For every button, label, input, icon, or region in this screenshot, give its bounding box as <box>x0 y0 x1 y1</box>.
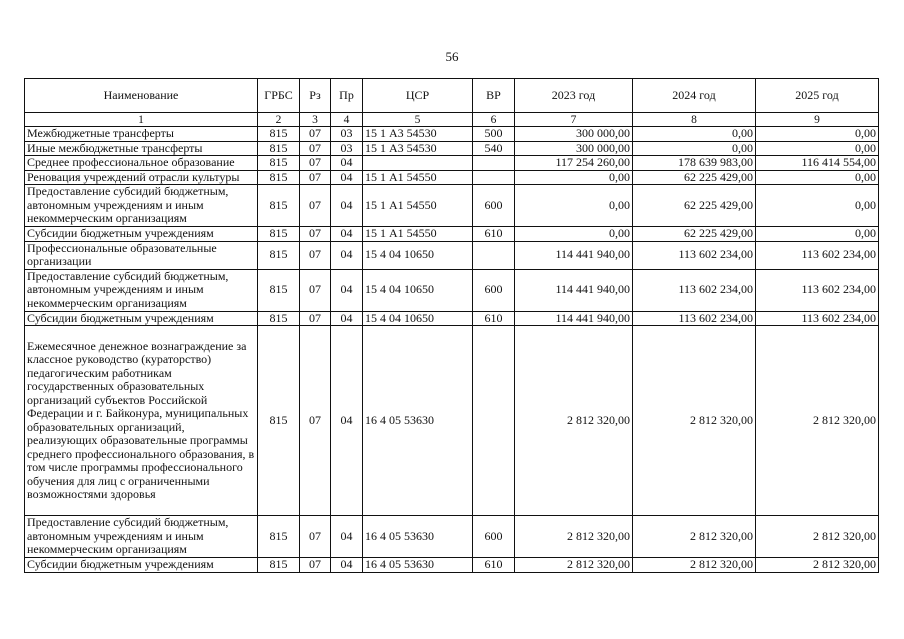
row-grbs: 815 <box>258 558 300 573</box>
column-number: 7 <box>515 113 633 127</box>
header-pr: Пр <box>331 79 363 113</box>
row-pr: 04 <box>331 156 363 171</box>
row-vr <box>473 170 515 185</box>
row-2023: 114 441 940,00 <box>515 269 633 311</box>
row-csr: 15 4 04 10650 <box>363 241 473 269</box>
row-name: Иные межбюджетные трансферты <box>25 141 258 156</box>
page-number: 56 <box>445 49 459 64</box>
row-grbs: 815 <box>258 185 300 227</box>
row-grbs: 815 <box>258 241 300 269</box>
row-pr: 03 <box>331 127 363 142</box>
row-2024: 62 225 429,00 <box>633 170 756 185</box>
row-2025: 113 602 234,00 <box>756 311 879 326</box>
row-rz: 07 <box>300 141 331 156</box>
column-number: 9 <box>756 113 879 127</box>
row-rz: 07 <box>300 185 331 227</box>
row-2024: 113 602 234,00 <box>633 269 756 311</box>
row-vr: 600 <box>473 269 515 311</box>
row-rz: 07 <box>300 516 331 558</box>
row-rz: 07 <box>300 241 331 269</box>
row-name: Предоставление субсидий бюджетным, автономным учреждениям и иным некоммерческим организациям <box>25 185 258 227</box>
table-row <box>25 241 879 269</box>
row-name: Субсидии бюджетным учреждениям <box>25 227 258 242</box>
table-row <box>25 185 879 227</box>
row-2023: 2 812 320,00 <box>515 558 633 573</box>
row-2025: 0,00 <box>756 141 879 156</box>
table-row <box>25 326 879 516</box>
row-2023: 2 812 320,00 <box>515 326 633 516</box>
row-2023: 0,00 <box>515 170 633 185</box>
row-vr: 610 <box>473 311 515 326</box>
table-row <box>25 156 879 171</box>
row-csr: 15 4 04 10650 <box>363 269 473 311</box>
header-csr: ЦСР <box>363 79 473 113</box>
row-rz: 07 <box>300 269 331 311</box>
row-grbs: 815 <box>258 127 300 142</box>
column-number: 1 <box>25 113 258 127</box>
row-vr <box>473 326 515 516</box>
row-2024: 0,00 <box>633 141 756 156</box>
row-pr: 04 <box>331 241 363 269</box>
row-rz: 07 <box>300 127 331 142</box>
row-pr: 04 <box>331 170 363 185</box>
row-csr: 16 4 05 53630 <box>363 516 473 558</box>
row-2023: 0,00 <box>515 185 633 227</box>
row-2025: 113 602 234,00 <box>756 241 879 269</box>
table-row <box>25 227 879 242</box>
row-name: Предоставление субсидий бюджетным, автономным учреждениям и иным некоммерческим организациям <box>25 269 258 311</box>
row-2024: 113 602 234,00 <box>633 241 756 269</box>
row-2025: 0,00 <box>756 185 879 227</box>
header-2023: 2023 год <box>515 79 633 113</box>
column-number: 4 <box>331 113 363 127</box>
row-vr: 500 <box>473 127 515 142</box>
row-2024: 178 639 983,00 <box>633 156 756 171</box>
row-name: Субсидии бюджетным учреждениям <box>25 311 258 326</box>
row-csr: 15 4 04 10650 <box>363 311 473 326</box>
table-row <box>25 269 879 311</box>
row-pr: 04 <box>331 311 363 326</box>
row-2023: 300 000,00 <box>515 141 633 156</box>
header-2025: 2025 год <box>756 79 879 113</box>
header-name: Наименование <box>25 79 258 113</box>
row-grbs: 815 <box>258 311 300 326</box>
row-csr: 16 4 05 53630 <box>363 326 473 516</box>
row-grbs: 815 <box>258 516 300 558</box>
column-number: 5 <box>363 113 473 127</box>
row-2024: 2 812 320,00 <box>633 326 756 516</box>
row-2025: 2 812 320,00 <box>756 558 879 573</box>
table-row <box>25 516 879 558</box>
table-row <box>25 558 879 573</box>
row-name: Среднее профессиональное образование <box>25 156 258 171</box>
row-2025: 0,00 <box>756 127 879 142</box>
row-pr: 04 <box>331 516 363 558</box>
row-2024: 62 225 429,00 <box>633 185 756 227</box>
row-csr <box>363 156 473 171</box>
row-2023: 2 812 320,00 <box>515 516 633 558</box>
row-name: Субсидии бюджетным учреждениям <box>25 558 258 573</box>
row-grbs: 815 <box>258 227 300 242</box>
row-name: Межбюджетные трансферты <box>25 127 258 142</box>
row-rz: 07 <box>300 311 331 326</box>
row-pr: 04 <box>331 185 363 227</box>
row-pr: 03 <box>331 141 363 156</box>
table-row <box>25 141 879 156</box>
row-2025: 0,00 <box>756 227 879 242</box>
row-2023: 300 000,00 <box>515 127 633 142</box>
row-2025: 116 414 554,00 <box>756 156 879 171</box>
row-csr: 15 1 А1 54550 <box>363 227 473 242</box>
row-2023: 0,00 <box>515 227 633 242</box>
row-name: Профессиональные образовательные организации <box>25 241 258 269</box>
row-pr: 04 <box>331 558 363 573</box>
column-number: 2 <box>258 113 300 127</box>
column-number-row <box>25 113 879 127</box>
row-csr: 15 1 А3 54530 <box>363 141 473 156</box>
row-2023: 114 441 940,00 <box>515 311 633 326</box>
row-rz: 07 <box>300 170 331 185</box>
budget-table <box>24 78 879 573</box>
row-name: Реновация учреждений отрасли культуры <box>25 170 258 185</box>
row-pr: 04 <box>331 326 363 516</box>
row-name: Предоставление субсидий бюджетным, автономным учреждениям и иным некоммерческим организациям <box>25 516 258 558</box>
row-name: Ежемесячное денежное вознаграждение за классное руководство (кураторство) педагогическим работникам государственных образовательных организаций субъектов Российской Федерации и г. Байконура, муниципальных образовательных организаций, реализующих образовательные программы среднего профессионального образования, в том числе программы профессионального обучения для лиц с ограниченными возможностями здоровья <box>25 326 258 516</box>
row-pr: 04 <box>331 227 363 242</box>
row-2024: 113 602 234,00 <box>633 311 756 326</box>
row-grbs: 815 <box>258 170 300 185</box>
row-csr: 16 4 05 53630 <box>363 558 473 573</box>
header-grbs: ГРБС <box>258 79 300 113</box>
row-vr <box>473 156 515 171</box>
row-pr: 04 <box>331 269 363 311</box>
table-header-row <box>25 79 879 113</box>
row-rz: 07 <box>300 558 331 573</box>
row-2025: 0,00 <box>756 170 879 185</box>
row-csr: 15 1 А3 54530 <box>363 127 473 142</box>
header-vr: ВР <box>473 79 515 113</box>
table-row <box>25 170 879 185</box>
column-number: 6 <box>473 113 515 127</box>
row-2025: 2 812 320,00 <box>756 516 879 558</box>
row-vr: 610 <box>473 227 515 242</box>
row-csr: 15 1 А1 54550 <box>363 185 473 227</box>
row-vr <box>473 241 515 269</box>
row-grbs: 815 <box>258 326 300 516</box>
row-2025: 2 812 320,00 <box>756 326 879 516</box>
header-2024: 2024 год <box>633 79 756 113</box>
row-vr: 600 <box>473 185 515 227</box>
row-2025: 113 602 234,00 <box>756 269 879 311</box>
row-grbs: 815 <box>258 141 300 156</box>
row-vr: 600 <box>473 516 515 558</box>
table-row <box>25 127 879 142</box>
row-vr: 610 <box>473 558 515 573</box>
row-grbs: 815 <box>258 156 300 171</box>
row-rz: 07 <box>300 227 331 242</box>
row-2024: 2 812 320,00 <box>633 558 756 573</box>
row-vr: 540 <box>473 141 515 156</box>
row-rz: 07 <box>300 326 331 516</box>
header-rz: Рз <box>300 79 331 113</box>
row-2024: 2 812 320,00 <box>633 516 756 558</box>
row-2024: 0,00 <box>633 127 756 142</box>
table-row <box>25 311 879 326</box>
row-grbs: 815 <box>258 269 300 311</box>
column-number: 8 <box>633 113 756 127</box>
row-csr: 15 1 А1 54550 <box>363 170 473 185</box>
row-2023: 114 441 940,00 <box>515 241 633 269</box>
column-number: 3 <box>300 113 331 127</box>
row-2023: 117 254 260,00 <box>515 156 633 171</box>
row-2024: 62 225 429,00 <box>633 227 756 242</box>
row-rz: 07 <box>300 156 331 171</box>
